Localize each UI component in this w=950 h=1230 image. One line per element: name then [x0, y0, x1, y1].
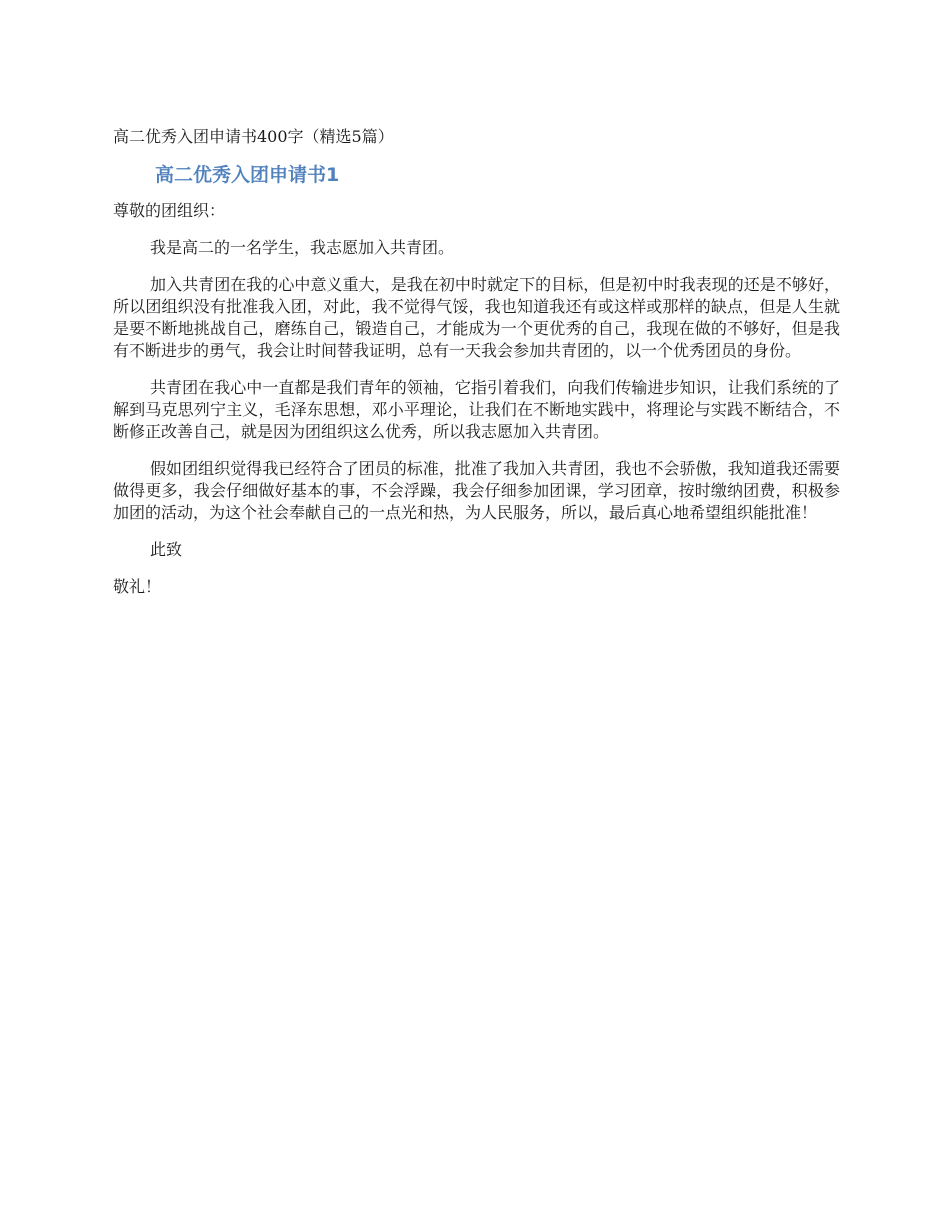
closing-line: 此致 — [150, 540, 183, 559]
body-paragraph-1: 我是高二的一名学生，我志愿加入共青团。 — [150, 238, 455, 257]
section-heading: 高二优秀入团申请书1 — [155, 164, 340, 186]
document-page — [113, 126, 840, 613]
salutation: 尊敬的团组织： — [113, 201, 226, 220]
body-paragraph-4: 假如团组织觉得我已经符合了团员的标准，批准了我加入共青团，我也不会骄傲，我知道我还需要做得更多，我会仔细做好基本的事，不会浮躁，我会仔细参加团课，学习团章，按时缴纳团费，积极参加团的活动，为这个社会奉献自己的一点光和热，为人民服务，所以，最后真心地希望组织能批准！ — [113, 459, 840, 522]
document-title: 高二优秀入团申请书400字（精选5篇） — [113, 127, 394, 146]
regards-line: 敬礼！ — [113, 577, 162, 596]
body-paragraph-3: 共青团在我心中一直都是我们青年的领袖，它指引着我们，向我们传输进步知识，让我们系统的了解到马克思列宁主义，毛泽东思想，邓小平理论，让我们在不断地实践中，将理论与实践不断结合，不断修正改善自己，就是因为团组织这么优秀，所以我志愿加入共青团。 — [113, 378, 840, 441]
body-paragraph-2: 加入共青团在我的心中意义重大，是我在初中时就定下的目标，但是初中时我表现的还是不够好，所以团组织没有批准我入团，对此，我不觉得气馁，我也知道我还有或这样或那样的缺点，但是人生就是要不断地挑战自己，磨练自己，锻造自己，才能成为一个更优秀的自己，我现在做的不够好，但是我有不断进步的勇气，我会让时间替我证明，总有一天我会参加共青团的，以一个优秀团员的身份。 — [113, 275, 840, 360]
